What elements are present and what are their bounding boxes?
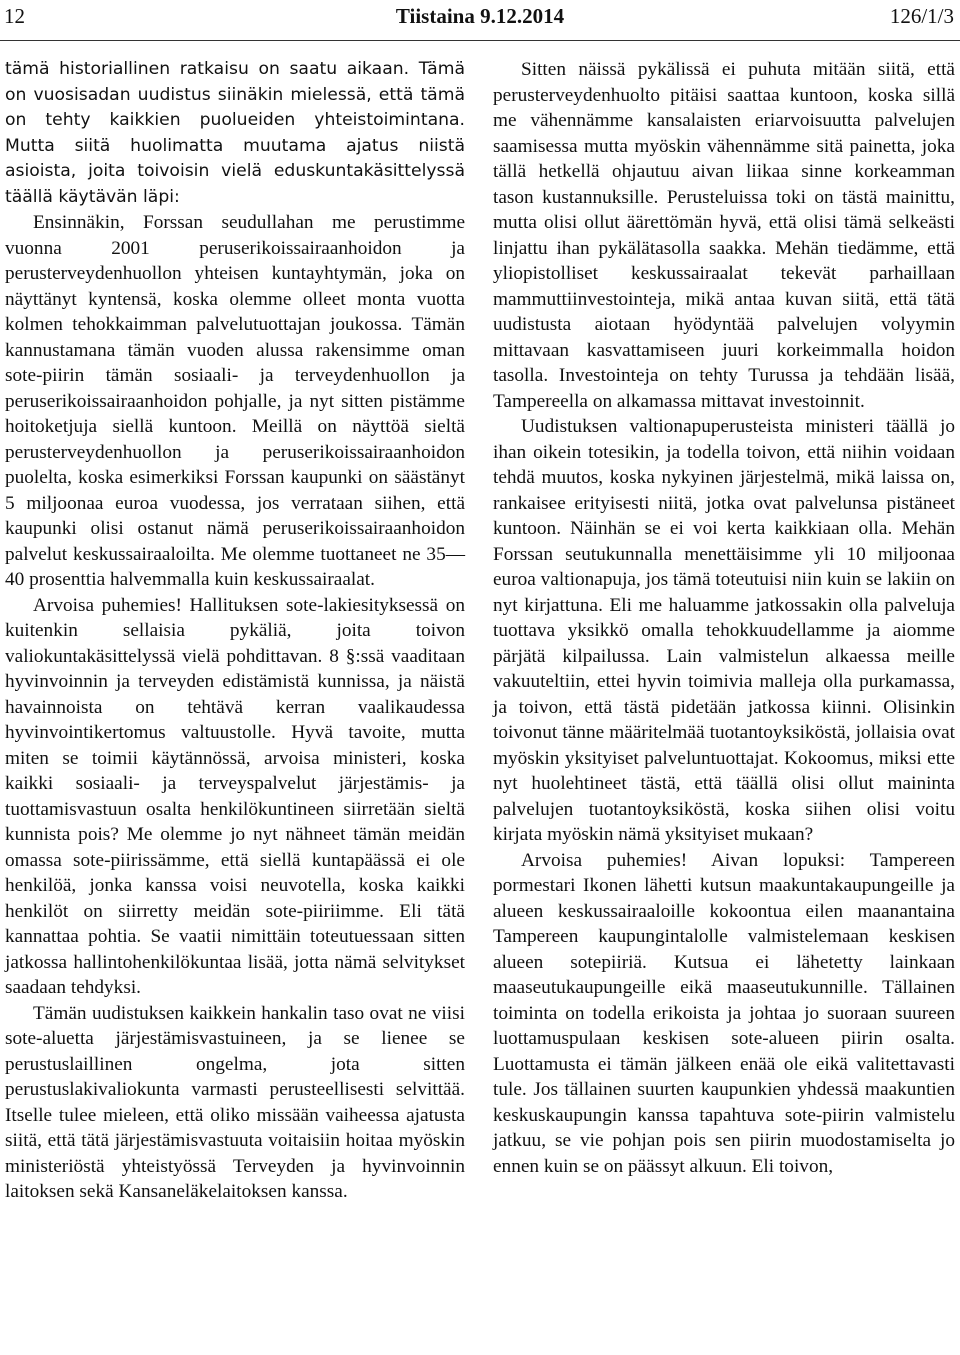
paragraph: Tämän uudistuksen kaikkein hankalin taso ovat ne viisi sote-aluetta järjestämisvastuineen, ja se lienee se perustuslaillinen ongelma, jota sitten perustuslakivaliokunta varmasti perusteellisesti selvittää. Itselle tulee mieleen, että oliko missään vaiheessa ajatusta siitä, että tätä järjestämisvastuuta voitaisiin hoitaa myöskin ministeriöstä yhteistyössä Terveyden ja hyvinvoinnin laitoksen sekä Kansaneläkelaitoksen kanssa. — [5, 1002, 465, 1202]
header-divider — [0, 40, 960, 41]
paragraph: Arvoisa puhemies! Hallituksen sote-lakiesityksessä on kuitenkin sellaisia pykäliä, joita toivon valiokuntakäsittelyssä vielä pohdittavan. 8 §:ssä vaaditaan hyvinvoinnin ja terveyden edistämistä kunnissa, ja näistä havainnoista on tehtävä kerran vaalikaudessa hyvinvointikertomus valtuustolle. Hyvä tavoite, mutta miten se toimii käytännössä, arvoisa ministeri, koska kaikki sosiaali- ja terveyspalvelut järjestämis- ja tuottamisvastuun osalta henkilökuntineen siirretään sieltä kunnista pois? Me olemme jo nyt nähneet tämän meidän omassa sote-piirissämme, että siellä kuntapäässä ei ole henkilöä, jonka kanssa voisi neuvotella, koska kaikki henkilöt on siirretty meidän sote-piiriimme. Eli tätä kannattaa pohtia. Se vaatii nimittäin toteutuessaan sitten jatkossa hallintohenkilökuntaa lisää, jotta nämä selvitykset saadaan tehdyksi. — [5, 594, 465, 998]
paragraph: Sitten näissä pykälissä ei puhuta mitään siitä, että perusterveydenhuolto pitäisi saattaa kuntoon, koska sillä me vähennämme kansalaisten eriarvoisuutta palvelujen saamisessa mutta myöskin vähennämme sitä painetta, joka tällä hetkellä ohjautuu aivan liikaa sinne korkeamman tason kustannuksille. Perusteluissa toki on tästä mainittu, mutta olisi ollut äärettömän hyvä, että olisi tämä selkeästi linjattu ihan pykälätasolla saakka. Mehän tiedämme, että yliopistolliset keskussairaalat tekevät parhaillaan mammuttiinvestointeja, mikä antaa kuvan siitä, että tätä uudistusta aiotaan hyödyntää palvelujen volyymin mittavaan kasvattamiseen juuri korkeimmalla hoidon tasolla. Investointeja on tehty Turussa ja tehdään lisää, Tampereella on alkamassa mittavat investoinnit. — [493, 59, 955, 412]
document-reference: 126/1/3 — [889, 4, 954, 28]
paragraph: Uudistuksen valtionapuperusteista ministeri täällä jo ihan oikein totesikin, ja todella toivon, että niihin voidaan tehdä muutos, koska nykyinen järjestelmä, mikä laissa on, rankaisee erityisesti niitä, jotka ovat palvelunsa pistäneet kuntoon. Näinhän se ei voi kerta kaikkiaan olla. Mehän Forssan seutukunnalla menettäisimme yli 10 miljoonaa euroa valtionapuja, jos tämä toteutuisi niin kuin se lakiin on nyt kirjattuna. Eli me haluamme jatkossakin olla palveluja tuottava yksikkö omalla tehokkuudellamme ja aiomme pärjätä kilpailussa. Lain valmistelun alkaessa meille vakuuteltiin, ettei hyvin toimivia malleja olla purkamassa, ja toivon, että tästä pidetään jatkossa kiinni. Olisinkin toivonut tänne määritelmää tuotantoyksiköstä, jollaisia ovat myöskin yksityiset palveluntuottajat. Kokoomus, miksi ette nyt huolehtineet tästä, että täällä olisi ollut maininta palvelujen tuotantoyksiköstä, koska siihen olisi voitu kirjata myöskin nämä yksityiset mukaan? — [493, 416, 955, 845]
page-number: 12 — [4, 4, 25, 28]
paragraph: Arvoisa puhemies! Aivan lopuksi: Tampereen pormestari Ikonen lähetti kutsun maakuntakaupungeille ja alueen keskussairaaloille kokoontua eilen maanantaina Tampereen kaupungintalolle valmistelemaan keskisen alueen sotepiiriä. Kutsua ei lähetetty lainkaan maaseutukaupungeille eikä maaseutukunnille. Tällainen toiminta on todella erikoista ja johtaa jo suoraan suureen luottamuspulaan keskisen sote-alueen piirin osalta. Luottamusta ei tämän jälkeen enää ole eikä valitettavasti tule. Jos tällainen suurten kaupunkien yhdessä maakuntien keskuskaupungin kanssa tapahtuva sote-piirin valmistelu jatkuu, se vie pohjan pois sen piirin muodostamiselta jo ennen kuin se on päässyt alkuun. Eli toivon, — [493, 849, 955, 1177]
left-column — [5, 57, 465, 1205]
paragraph: tämä historiallinen ratkaisu on saatu aikaan. Tämä on vuosisadan uudistus siinäkin mielessä, että tämä on tehty kaikkien puolueiden yhteistoimintana. Mutta siitä huolimatta muutama ajatus niistä asioista, joita toivoisin vielä eduskuntakäsittelyssä täällä käytävän läpi: — [5, 59, 465, 207]
paragraph: Ensinnäkin, Forssan seudullahan me perustimme vuonna 2001 peruserikoissairaanhoidon ja perusterveydenhuollon yhteisen kuntayhtymän, joka on näyttänyt kyntensä, koska olemme olleet monta vuotta kolmen tehokkaimman palvelutuottajan joukossa. Tämän kannustamana tämän vuoden alussa rakensimme oman sote-piirin tämän sosiaali- ja terveydenhuollon ja peruserikoissairaanhoidon pohjalle, ja nyt sitten pistämme hoitoketjuja siellä kuntoon. Meillä on näyttöä sieltä perusterveydenhuollon ja peruserikoissairaanhoidon puolelta, koska esimerkiksi Forssan kaupunki on säästänyt 5 miljoonaa euroa vuodessa, jos verrataan siihen, että kaupunki olisi ostanut nämä peruserikoissairaanhoidon palvelut keskussairaaloilta. Me olemme tuottaneet ne 35—40 prosenttia halvemmalla kuin keskussairaalat. — [5, 212, 465, 590]
session-date: Tiistaina 9.12.2014 — [395, 4, 565, 28]
page-header — [0, 0, 960, 44]
right-column — [493, 57, 955, 1179]
